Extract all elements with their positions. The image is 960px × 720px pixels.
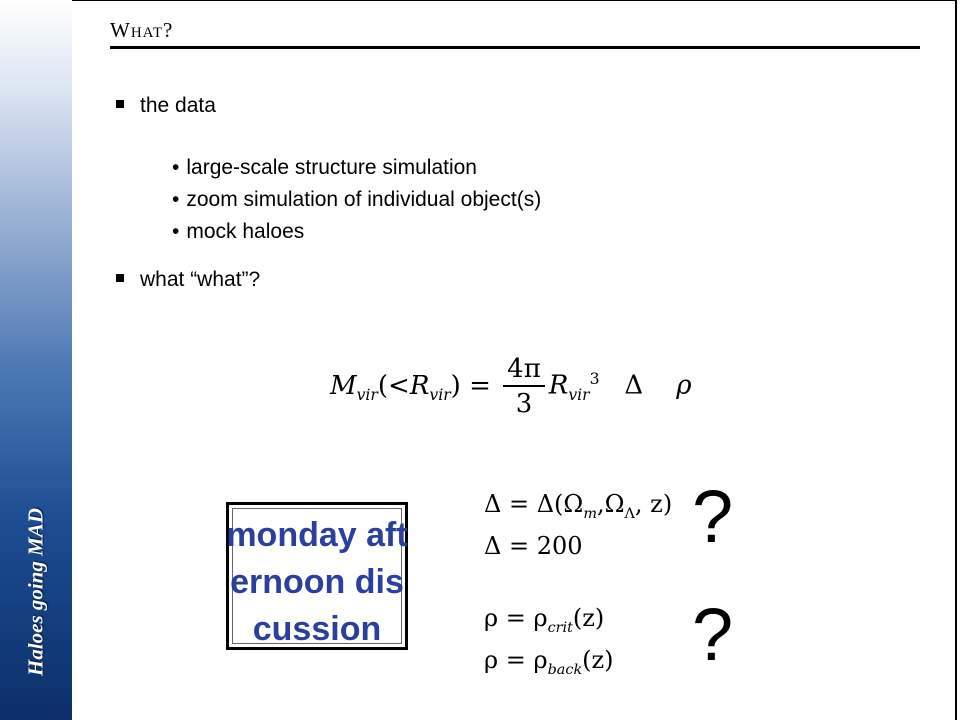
square-bullet-icon <box>116 100 124 108</box>
discussion-box-text: monday afternoon discussion <box>226 516 408 648</box>
rho-back-equation <box>484 646 614 678</box>
eq-subscript: m <box>583 505 597 522</box>
virial-mass-equation <box>330 356 692 419</box>
eq-symbol: (z) <box>582 646 614 674</box>
eq-symbol: ) <box>450 370 461 401</box>
sub-list <box>172 152 541 248</box>
question-mark-rho: ? <box>692 593 734 676</box>
eq-symbol: (z) <box>572 604 605 632</box>
sub-list-item: • zoom simulation of individual object(s) <box>172 184 541 216</box>
bullet-text: what “what”? <box>140 268 261 291</box>
eq-subscript: back <box>547 661 583 678</box>
eq-symbol: Δ = Δ( <box>484 490 564 518</box>
eq-symbol: (< <box>377 370 410 401</box>
frame-top-border <box>72 0 957 1</box>
title-divider <box>110 46 920 49</box>
bullet-what-what <box>116 268 260 292</box>
sub-list-item: • mock haloes <box>172 216 541 248</box>
slide-title: What? <box>110 18 174 42</box>
eq-symbol: , <box>596 490 605 518</box>
eq-symbol: ρ = ρ <box>484 646 548 674</box>
eq-symbol: = <box>469 370 491 401</box>
eq-symbol: ρ <box>676 371 692 402</box>
delta-equation-cosmology <box>484 490 672 522</box>
eq-subscript: vir <box>429 385 451 404</box>
eq-numerator: 4π <box>503 356 545 387</box>
bullet-text: the data <box>140 94 216 117</box>
delta-equation-200: Δ = 200 <box>484 532 583 560</box>
eq-fraction <box>503 356 545 419</box>
sub-list-item: • large-scale structure simulation <box>172 152 541 184</box>
eq-symbol: R <box>548 371 569 402</box>
eq-symbol: R <box>409 370 430 401</box>
eq-symbol: M <box>330 370 357 401</box>
question-mark-delta: ? <box>692 475 734 558</box>
frame-right-border <box>955 0 957 720</box>
eq-subscript: Λ <box>624 505 635 522</box>
rho-crit-equation <box>484 604 604 636</box>
eq-symbol: Δ <box>624 371 644 402</box>
eq-subscript: crit <box>547 619 573 636</box>
sidebar <box>0 0 72 720</box>
eq-symbol: Ω <box>604 490 625 518</box>
bullet-the-data <box>116 94 216 118</box>
eq-subscript: vir <box>356 385 378 404</box>
eq-symbol: ρ = ρ <box>484 604 548 632</box>
eq-subscript: vir <box>568 386 590 405</box>
eq-symbol: , z) <box>634 490 673 518</box>
sidebar-title: Haloes going MAD <box>23 507 48 677</box>
eq-symbol: Ω <box>563 490 584 518</box>
eq-denominator: 3 <box>515 389 533 420</box>
square-bullet-icon <box>116 274 124 282</box>
eq-superscript: 3 <box>589 370 600 389</box>
